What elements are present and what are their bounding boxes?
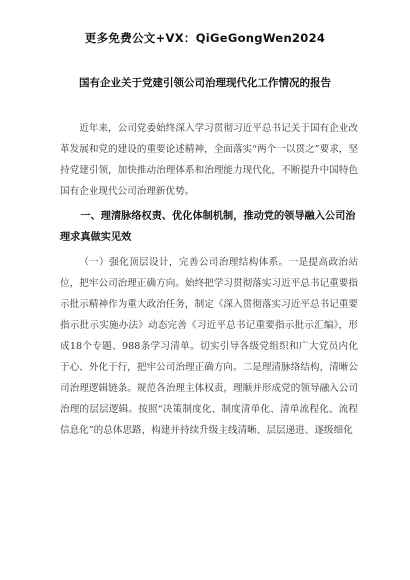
section-1-heading: 一、理清脉络权责、优化体制机制，推动党的领导融入公司治理求真做实见效	[60, 211, 356, 243]
section-1-paragraph: （一）强化顶层设计，完善公司治理结构体系。一是提高政治站位，把牢公司治理正确方向。始终把学习贯彻落实习近平总书记重要指示批示精神作为重大政治任务，制定《深入贯彻落实习近平总书记重要指示批示实施办法》动态完善《习近平总书记重要指示批示汇编》，形成18个专题、988条学习清单。切实引导各级党组织和广大党员内化于心、外化于行，把牢公司治理正确方向。二是理清脉络结构，清晰公司治理逻辑链条。规范各治理主体权责，理顺并形成党的领导融入公司治理的层层逻辑。按照“决策制度化、制度清单化、清单流程化、流程信息化”的总体思路，构建并持续升级主线清晰、层层递进、逐级细化	[60, 257, 358, 436]
document-title: 国有企业关于党建引领公司治理现代化工作情况的报告	[79, 77, 331, 89]
intro-paragraph: 近年来，公司党委始终深入学习贯彻习近平总书记关于国有企业改革发展和党的建设的重要论述精神，全面落实“两个一以贯之”要求，坚持党建引领，加快推动治理体系和治理能力现代化，不断提升中国特色国有企业现代公司治理新优势。	[60, 123, 358, 197]
promo-header: 更多免费公文+VX：QiGeGongWen2024	[84, 31, 326, 45]
document-body	[60, 118, 358, 441]
